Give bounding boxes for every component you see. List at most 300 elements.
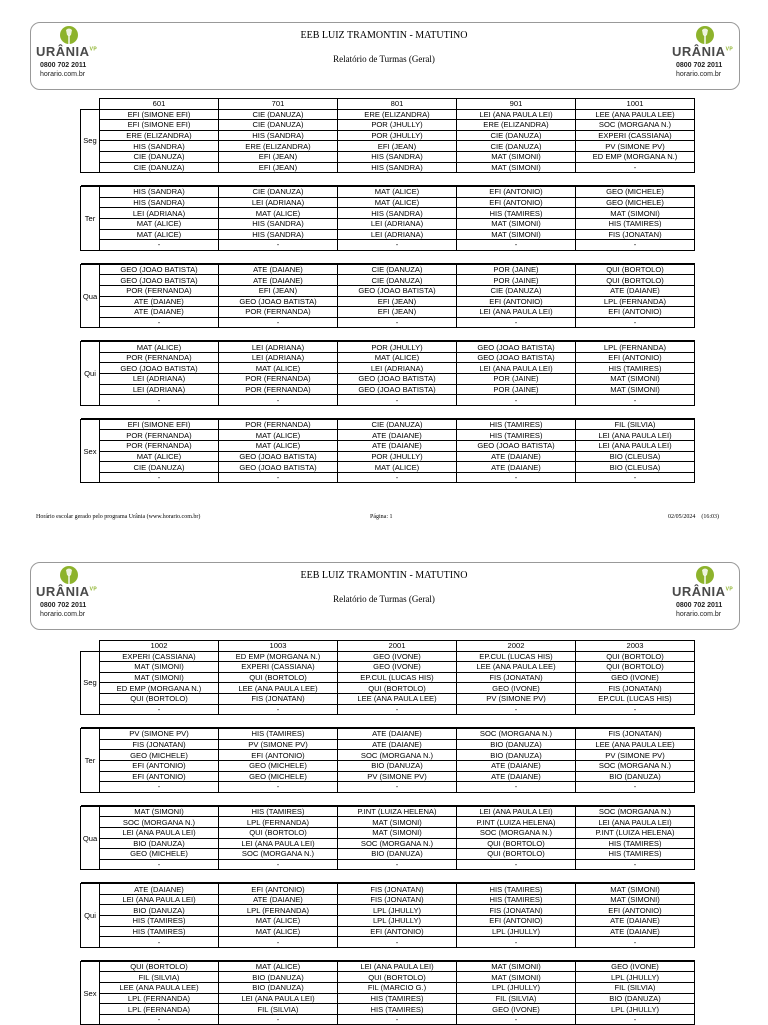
lesson-cell: CIE (DANUZA) [338,264,457,275]
logo-phone: 0800 702 2011 [40,602,87,609]
day-label: Qui [81,884,100,948]
lesson-cell: ATE (DAIANE) [576,285,695,296]
lesson-cell: SOC (MORGANA N.) [338,750,457,761]
table-row [81,451,695,462]
lesson-cell: LEI (ADRIANA) [219,197,338,208]
table-row [81,430,695,441]
lesson-cell: LEE (ANA PAULA LEE) [576,739,695,750]
lesson-cell: - [457,395,576,406]
class-column-header: 2001 [338,641,457,652]
table-row [81,849,695,860]
logo-site: horario.com.br [676,71,722,78]
day-gap [81,947,695,960]
lesson-cell: SOC (MORGANA N.) [457,827,576,838]
lesson-cell: HIS (TAMIRES) [219,729,338,740]
lesson-cell: BIO (DANUZA) [100,905,219,916]
table-row [81,384,695,395]
lesson-cell: BIO (DANUZA) [457,739,576,750]
lesson-cell: - [100,240,219,251]
table-row [81,197,695,208]
lesson-cell: EFI (SIMONE EFI) [100,419,219,430]
table-row [81,151,695,162]
lesson-cell: HIS (TAMIRES) [338,993,457,1004]
lesson-cell: EFI (ANTONIO) [219,884,338,895]
lesson-cell: EFI (JEAN) [338,307,457,318]
table-row [81,342,695,353]
lesson-cell: ATE (DAIANE) [219,264,338,275]
lesson-cell: EXPERI (CASSIANA) [219,662,338,673]
table-row [81,651,695,662]
table-row [81,916,695,927]
lesson-cell: POR (FERNANDA) [100,352,219,363]
lesson-cell: LEI (ANA PAULA LEI) [457,806,576,817]
class-column-header: 901 [457,99,576,110]
table-row [81,926,695,937]
logo-site: horario.com.br [676,611,722,618]
table-row [81,264,695,275]
table-row [81,275,695,286]
lesson-cell: - [219,782,338,793]
lesson-cell: EXPERI (CASSIANA) [576,130,695,141]
lesson-cell: HIS (SANDRA) [219,229,338,240]
lesson-cell: SOC (MORGANA N.) [576,760,695,771]
lesson-cell: POR (JHULLY) [338,451,457,462]
table-row [81,905,695,916]
table-row [81,672,695,683]
lesson-cell: - [219,472,338,483]
table-row [81,817,695,828]
lesson-cell: FIL (SILVIA) [100,972,219,983]
lesson-cell: P.INT (LUIZA HELENA) [576,827,695,838]
lesson-cell: HIS (TAMIRES) [576,849,695,860]
table-row [81,729,695,740]
lesson-cell: ATE (DAIANE) [338,441,457,452]
lesson-cell: POR (JHULLY) [338,130,457,141]
lesson-cell: FIS (JONATAN) [219,693,338,704]
lesson-cell: LPL (JHULLY) [576,972,695,983]
day-gap [81,250,695,263]
lesson-cell: QUI (BORTOLO) [576,662,695,673]
lesson-cell: GEO (IVONE) [457,1004,576,1015]
lesson-cell: - [219,937,338,948]
lesson-cell: HIS (SANDRA) [219,218,338,229]
class-column-header: 2003 [576,641,695,652]
lesson-cell: HIS (SANDRA) [338,151,457,162]
lesson-cell: EFI (SIMONE EFI) [100,109,219,120]
lesson-cell: LEI (ANA PAULA LEI) [576,441,695,452]
lesson-cell: - [338,782,457,793]
lesson-cell: POR (JAINE) [457,374,576,385]
lesson-cell: MAT (SIMONI) [338,827,457,838]
lesson-cell: FIL (SILVIA) [576,419,695,430]
lesson-cell: PV (SIMONE PV) [457,693,576,704]
day-gap [81,870,695,883]
lesson-cell: POR (FERNANDA) [100,285,219,296]
lesson-cell: LPL (JHULLY) [338,916,457,927]
lesson-cell: HIS (SANDRA) [338,162,457,173]
logo-brand: $URÂNIA^{VP}$ [36,44,98,59]
table-row [81,229,695,240]
lesson-cell: FIL (MARCIO G.) [338,983,457,994]
lesson-cell: MAT (SIMONI) [457,151,576,162]
lesson-cell: BIO (DANUZA) [576,771,695,782]
lesson-cell: FIS (JONATAN) [576,683,695,694]
lesson-cell: - [219,317,338,328]
lesson-cell: HIS (TAMIRES) [576,363,695,374]
lesson-cell: - [219,240,338,251]
lesson-cell: EFI (ANTONIO) [576,352,695,363]
footer-generator: Horário escolar gerado pelo programa Urânia (www.horario.com.br) [36,514,201,520]
table-row [81,760,695,771]
lesson-cell: - [457,317,576,328]
lesson-cell: - [457,859,576,870]
class-column-header: 1003 [219,641,338,652]
lesson-cell: ED EMP (MORGANA N.) [576,151,695,162]
table-row [81,894,695,905]
table-row [81,739,695,750]
lesson-cell: QUI (BORTOLO) [576,264,695,275]
report-title: Relatório de Turmas (Geral) [333,54,435,64]
lesson-cell: LEI (ANA PAULA LEI) [457,307,576,318]
table-row [81,285,695,296]
lesson-cell: MAT (ALICE) [219,961,338,972]
logo-site: horario.com.br [40,71,86,78]
lesson-cell: - [100,317,219,328]
lesson-cell: GEO (JOAO BATISTA) [457,342,576,353]
lesson-cell: ATE (DAIANE) [219,275,338,286]
lesson-cell: SOC (MORGANA N.) [576,120,695,131]
lesson-cell: EFI (JEAN) [219,285,338,296]
table-row [81,827,695,838]
lesson-cell: BIO (CLEUSA) [576,462,695,473]
footer-timestamp: 02/05/2024 (16:03) [668,514,720,520]
lesson-cell: CIE (DANUZA) [100,151,219,162]
lesson-cell: EP.CUL (LUCAS HIS) [457,651,576,662]
lesson-cell: - [576,859,695,870]
lesson-cell: GEO (JOAO BATISTA) [100,264,219,275]
table-row [81,859,695,870]
lesson-cell: LEE (ANA PAULA LEE) [100,983,219,994]
lesson-cell: LPL (FERNANDA) [100,1004,219,1015]
day-gap [81,792,695,805]
lesson-cell: MAT (ALICE) [219,441,338,452]
lesson-cell: GEO (JOAO BATISTA) [457,441,576,452]
lesson-cell: EFI (ANTONIO) [576,307,695,318]
table-row [81,771,695,782]
day-label: Qui [81,342,100,406]
lesson-cell: LEE (ANA PAULA LEE) [457,662,576,673]
lesson-cell: GEO (JOAO BATISTA) [100,275,219,286]
lesson-cell: P.INT (LUIZA HELENA) [338,806,457,817]
lesson-cell: QUI (BORTOLO) [576,275,695,286]
lesson-cell: LPL (JHULLY) [338,905,457,916]
lesson-cell: LEI (ANA PAULA LEI) [100,827,219,838]
lesson-cell: - [457,472,576,483]
lesson-cell: CIE (DANUZA) [338,275,457,286]
lesson-cell: - [576,317,695,328]
lesson-cell: LEI (ADRIANA) [338,229,457,240]
column-header-row [81,641,695,652]
lesson-cell: FIS (JONATAN) [576,229,695,240]
report-title: Relatório de Turmas (Geral) [333,594,435,604]
lesson-cell: PV (SIMONE PV) [219,739,338,750]
lesson-cell: - [338,240,457,251]
table-row [81,750,695,761]
lesson-cell: EP.CUL (LUCAS HIS) [576,693,695,704]
lesson-cell: ERE (ELIZANDRA) [100,130,219,141]
lesson-cell: HIS (SANDRA) [100,141,219,152]
lesson-cell: HIS (SANDRA) [100,187,219,198]
lesson-cell: QUI (BORTOLO) [219,827,338,838]
lesson-cell: MAT (SIMONI) [100,806,219,817]
lesson-cell: MAT (ALICE) [100,229,219,240]
lesson-cell: - [457,937,576,948]
lesson-cell: HIS (TAMIRES) [457,894,576,905]
lesson-cell: LEE (ANA PAULA LEE) [338,693,457,704]
lesson-cell: HIS (SANDRA) [338,208,457,219]
lesson-cell: HIS (TAMIRES) [219,806,338,817]
lesson-cell: - [576,395,695,406]
lesson-cell: EP.CUL (LUCAS HIS) [338,672,457,683]
lesson-cell: HIS (TAMIRES) [457,430,576,441]
timetable-grid [80,98,695,483]
table-row [81,693,695,704]
lesson-cell: EFI (ANTONIO) [457,916,576,927]
lesson-cell: - [338,937,457,948]
lesson-cell: FIS (JONATAN) [338,894,457,905]
lesson-cell: GEO (MICHELE) [219,760,338,771]
lesson-cell: MAT (SIMONI) [576,894,695,905]
lesson-cell: FIS (JONATAN) [100,739,219,750]
day-gap [81,715,695,728]
lesson-cell: CIE (DANUZA) [219,109,338,120]
lesson-cell: MAT (ALICE) [338,187,457,198]
lesson-cell: GEO (JOAO BATISTA) [338,374,457,385]
lesson-cell: MAT (ALICE) [338,462,457,473]
lesson-cell: POR (JAINE) [457,275,576,286]
lesson-cell: POR (JAINE) [457,384,576,395]
lesson-cell: GEO (JOAO BATISTA) [100,363,219,374]
class-column-header: 1002 [100,641,219,652]
logo-brand: $URÂNIA^{VP}$ [672,584,734,599]
table-row [81,141,695,152]
lesson-cell: PV (SIMONE PV) [576,141,695,152]
lesson-cell: LPL (JHULLY) [457,983,576,994]
lesson-cell: EFI (JEAN) [338,141,457,152]
lesson-cell: MAT (ALICE) [219,916,338,927]
day-label: Qua [81,806,100,870]
table-row [81,208,695,219]
lesson-cell: EFI (ANTONIO) [576,905,695,916]
lesson-cell: GEO (IVONE) [576,961,695,972]
lesson-cell: PV (SIMONE PV) [338,771,457,782]
lesson-cell: EFI (ANTONIO) [100,760,219,771]
lesson-cell: - [338,704,457,715]
lesson-cell: - [338,317,457,328]
table-row [81,162,695,173]
lesson-cell: MAT (SIMONI) [100,662,219,673]
lesson-cell: HIS (SANDRA) [219,130,338,141]
lesson-cell: FIS (JONATAN) [576,729,695,740]
lesson-cell: EFI (ANTONIO) [100,771,219,782]
lesson-cell: LEE (ANA PAULA LEE) [576,109,695,120]
lesson-cell: ATE (DAIANE) [338,430,457,441]
lesson-cell: BIO (DANUZA) [576,993,695,1004]
table-row [81,782,695,793]
lesson-cell: CIE (DANUZA) [100,162,219,173]
lesson-cell: - [338,395,457,406]
lesson-cell: - [576,1014,695,1025]
lesson-cell: LEI (ADRIANA) [338,363,457,374]
lesson-cell: EFI (JEAN) [219,162,338,173]
lesson-cell: GEO (MICHELE) [576,187,695,198]
lesson-cell: PV (SIMONE PV) [576,750,695,761]
timetable-grid [80,640,695,1025]
lesson-cell: BIO (DANUZA) [100,838,219,849]
lesson-cell: QUI (BORTOLO) [338,972,457,983]
lesson-cell: GEO (IVONE) [576,672,695,683]
lesson-cell: ATE (DAIANE) [338,739,457,750]
lesson-cell: GEO (MICHELE) [100,750,219,761]
lesson-cell: LEI (ADRIANA) [219,352,338,363]
lesson-cell: FIL (SILVIA) [219,1004,338,1015]
lesson-cell: MAT (ALICE) [338,352,457,363]
lesson-cell: LEI (ANA PAULA LEI) [100,894,219,905]
lesson-cell: MAT (ALICE) [219,430,338,441]
table-row [81,395,695,406]
lesson-cell: EFI (JEAN) [219,151,338,162]
table-row [81,1004,695,1015]
lesson-cell: GEO (IVONE) [338,662,457,673]
lesson-cell: QUI (BORTOLO) [100,693,219,704]
lesson-cell: QUI (BORTOLO) [576,651,695,662]
lesson-cell: SOC (MORGANA N.) [576,806,695,817]
lesson-cell: - [219,395,338,406]
lesson-cell: GEO (IVONE) [457,683,576,694]
day-label: Seg [81,651,100,715]
lesson-cell: POR (JHULLY) [338,120,457,131]
lesson-cell: CIE (DANUZA) [219,187,338,198]
logo-brand: $URÂNIA^{VP}$ [36,584,98,599]
column-header-row [81,99,695,110]
class-column-header: 601 [100,99,219,110]
lesson-cell: PV (SIMONE PV) [100,729,219,740]
lesson-cell: ERE (ELIZANDRA) [219,141,338,152]
lesson-cell: SOC (MORGANA N.) [219,849,338,860]
lesson-cell: POR (FERNANDA) [219,384,338,395]
table-row [81,218,695,229]
lesson-cell: EFI (ANTONIO) [457,296,576,307]
lesson-cell: MAT (SIMONI) [457,961,576,972]
lesson-cell: LPL (FERNANDA) [219,817,338,828]
lesson-cell: QUI (BORTOLO) [100,961,219,972]
lesson-cell: QUI (BORTOLO) [338,683,457,694]
lesson-cell: - [457,704,576,715]
lesson-cell: ATE (DAIANE) [219,894,338,905]
lesson-cell: MAT (SIMONI) [457,162,576,173]
lesson-cell: MAT (SIMONI) [576,208,695,219]
table-row [81,884,695,895]
lesson-cell: LEI (ANA PAULA LEI) [576,817,695,828]
table-row [81,983,695,994]
lesson-cell: HIS (TAMIRES) [100,916,219,927]
lesson-cell: - [219,859,338,870]
lesson-cell: - [457,782,576,793]
lesson-cell: ATE (DAIANE) [457,760,576,771]
lesson-cell: HIS (TAMIRES) [576,838,695,849]
lesson-cell: CIE (DANUZA) [219,120,338,131]
lesson-cell: SOC (MORGANA N.) [100,817,219,828]
lesson-cell: - [576,162,695,173]
lesson-cell: LEE (ANA PAULA LEE) [219,683,338,694]
lesson-cell: MAT (SIMONI) [576,884,695,895]
lesson-cell: CIE (DANUZA) [457,130,576,141]
lesson-cell: BIO (DANUZA) [219,972,338,983]
lesson-cell: LEI (ADRIANA) [219,342,338,353]
lesson-cell: SOC (MORGANA N.) [457,729,576,740]
table-row [81,972,695,983]
lesson-cell: HIS (TAMIRES) [457,208,576,219]
lesson-cell: GEO (JOAO BATISTA) [338,384,457,395]
school-title: EEB LUIZ TRAMONTIN - MATUTINO [300,570,468,581]
class-column-header: 801 [338,99,457,110]
lesson-cell: EFI (ANTONIO) [457,187,576,198]
day-label: Sex [81,961,100,1025]
lesson-cell: GEO (MICHELE) [100,849,219,860]
lesson-cell: LPL (FERNANDA) [576,342,695,353]
lesson-cell: EFI (SIMONE EFI) [100,120,219,131]
lesson-cell: MAT (ALICE) [100,342,219,353]
lesson-cell: - [457,240,576,251]
lesson-cell: FIS (JONATAN) [338,884,457,895]
lesson-cell: ATE (DAIANE) [457,771,576,782]
lesson-cell: - [338,472,457,483]
table-row [81,838,695,849]
logo-phone: 0800 702 2011 [676,602,723,609]
lesson-cell: ATE (DAIANE) [338,729,457,740]
footer-page: Página: 1 [370,514,393,520]
table-row [81,993,695,1004]
day-label: Qua [81,264,100,328]
lesson-cell: MAT (ALICE) [219,926,338,937]
table-row [81,683,695,694]
lesson-cell: ED EMP (MORGANA N.) [219,651,338,662]
lesson-cell: BIO (DANUZA) [338,760,457,771]
lesson-cell: LEI (ANA PAULA LEI) [219,838,338,849]
lesson-cell: LPL (JHULLY) [576,1004,695,1015]
table-row [81,187,695,198]
lesson-cell: EFI (ANTONIO) [457,197,576,208]
table-row [81,363,695,374]
day-gap [81,405,695,418]
lesson-cell: ERE (ELIZANDRA) [338,109,457,120]
lesson-cell: GEO (JOAO BATISTA) [457,352,576,363]
lesson-cell: LEI (ANA PAULA LEI) [219,993,338,1004]
lesson-cell: MAT (SIMONI) [100,672,219,683]
lesson-cell: - [100,704,219,715]
lesson-cell: - [100,472,219,483]
lesson-cell: LPL (FERNANDA) [219,905,338,916]
lesson-cell: QUI (BORTOLO) [457,849,576,860]
lesson-cell: - [576,240,695,251]
table-row [81,662,695,673]
lesson-cell: POR (JHULLY) [338,342,457,353]
lesson-cell: P.INT (LUIZA HELENA) [457,817,576,828]
class-column-header: 2002 [457,641,576,652]
table-row [81,462,695,473]
lesson-cell: MAT (SIMONI) [457,972,576,983]
logo-phone: 0800 702 2011 [676,62,723,69]
